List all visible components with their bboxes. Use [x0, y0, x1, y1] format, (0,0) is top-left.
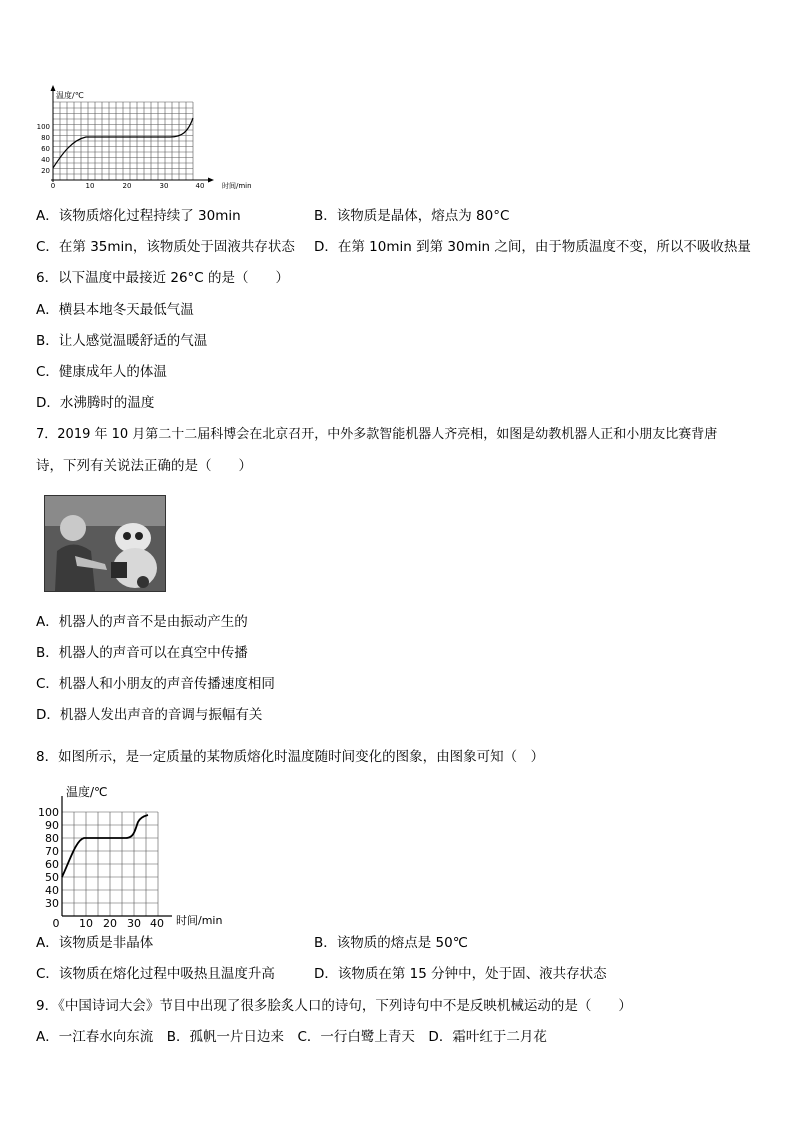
q8-option-b: B．该物质的熔点是 50℃ — [314, 935, 468, 951]
q6-option-d: D．水沸腾时的温度 — [36, 395, 155, 411]
q7-option-b: B．机器人的声音可以在真空中传播 — [36, 645, 248, 661]
graph2-xtick: 10 — [79, 917, 93, 930]
graph2-ytick: 30 — [45, 897, 59, 910]
q6-stem: 6．以下温度中最接近 26°C 的是（ ） — [36, 270, 290, 286]
graph1-ytick: 20 — [41, 167, 50, 175]
graph2-xtick: 40 — [150, 917, 164, 930]
graph1-xtick: 0 — [50, 182, 56, 190]
q5-option-c: C．在第 35min，该物质处于固液共存状态 — [36, 239, 295, 255]
q8-option-d: D．该物质在第 15 分钟中，处于固、液共存状态 — [314, 966, 607, 982]
q7-stem-line2: 诗，下列有关说法正确的是（ ） — [36, 458, 252, 474]
q6-option-b: B．让人感觉温暖舒适的气温 — [36, 333, 208, 349]
graph2-ytick: 60 — [45, 858, 59, 871]
graph1-grid — [53, 102, 193, 180]
q5-option-a: A．该物质熔化过程持续了 30min — [36, 208, 241, 224]
graph1-ytick: 40 — [41, 156, 50, 164]
graph1-xlabel: 时间/min — [222, 182, 252, 190]
q5-option-b: B．该物质是晶体，熔点为 80°C — [314, 208, 510, 224]
graph1-ytick: 60 — [41, 145, 50, 153]
q8-option-c: C．该物质在熔化过程中吸热且温度升高 — [36, 966, 275, 982]
graph2-ytick: 40 — [45, 884, 59, 897]
q7-option-a: A．机器人的声音不是由振动产生的 — [36, 614, 248, 630]
melting-graph-1 — [30, 82, 260, 194]
graph2-ytick: 50 — [45, 871, 59, 884]
graph1-ytick: 80 — [41, 134, 50, 142]
melting-graph-2 — [36, 782, 246, 930]
graph2-xtick: 0 — [52, 917, 60, 930]
graph2-ytick: 70 — [45, 845, 59, 858]
graph1-xtick: 10 — [85, 182, 95, 190]
robot-child-illustration — [45, 496, 165, 591]
q9-options: A．一江春水向东流 B．孤帆一片日边来 C．一行白鹭上青天 D．霜叶红于二月花 — [36, 1029, 547, 1045]
graph2-grid — [62, 812, 158, 916]
q9-stem: 9．《中国诗词大会》节目中出现了很多脍炙人口的诗句，下列诗句中不是反映机械运动的是（ ） — [36, 998, 632, 1014]
q8-stem: 8．如图所示，是一定质量的某物质熔化时温度随时间变化的图象，由图象可知（ ） — [36, 749, 545, 765]
graph2-ytick: 80 — [45, 832, 59, 845]
graph1-x-arrow — [208, 178, 214, 183]
graph1-xtick: 20 — [122, 182, 132, 190]
graph1-xtick: 40 — [195, 182, 205, 190]
graph2-xtick: 30 — [127, 917, 141, 930]
graph2-ytick: 90 — [45, 819, 59, 832]
graph2-xlabel: 时间/min — [176, 914, 223, 927]
q7-option-c: C．机器人和小朋友的声音传播速度相同 — [36, 676, 275, 692]
q5-option-d: D．在第 10min 到第 30min 之间，由于物质温度不变，所以不吸收热量 — [314, 239, 751, 255]
graph2-ylabel: 温度/℃ — [66, 785, 108, 799]
graph2-ytick: 100 — [38, 806, 59, 819]
robot-child-photo — [44, 495, 166, 592]
q6-option-c: C．健康成年人的体温 — [36, 364, 167, 380]
q7-option-d: D．机器人发出声音的音调与振幅有关 — [36, 707, 263, 723]
q8-option-a: A．该物质是非晶体 — [36, 935, 154, 951]
q6-option-a: A．横县本地冬天最低气温 — [36, 302, 194, 318]
graph1-y-arrow — [51, 85, 56, 91]
graph2-xtick: 20 — [103, 917, 117, 930]
graph2-curve — [62, 815, 148, 877]
graph1-ylabel: 温度/℃ — [56, 91, 84, 100]
q7-stem-line1: 7．2019 年 10 月第二十二届科博会在北京召开，中外多款智能机器人齐亮相，如图是幼教机器人正和小朋友比赛背唐 — [36, 427, 718, 442]
graph1-xtick: 30 — [159, 182, 169, 190]
graph1-ytick: 100 — [36, 123, 50, 131]
